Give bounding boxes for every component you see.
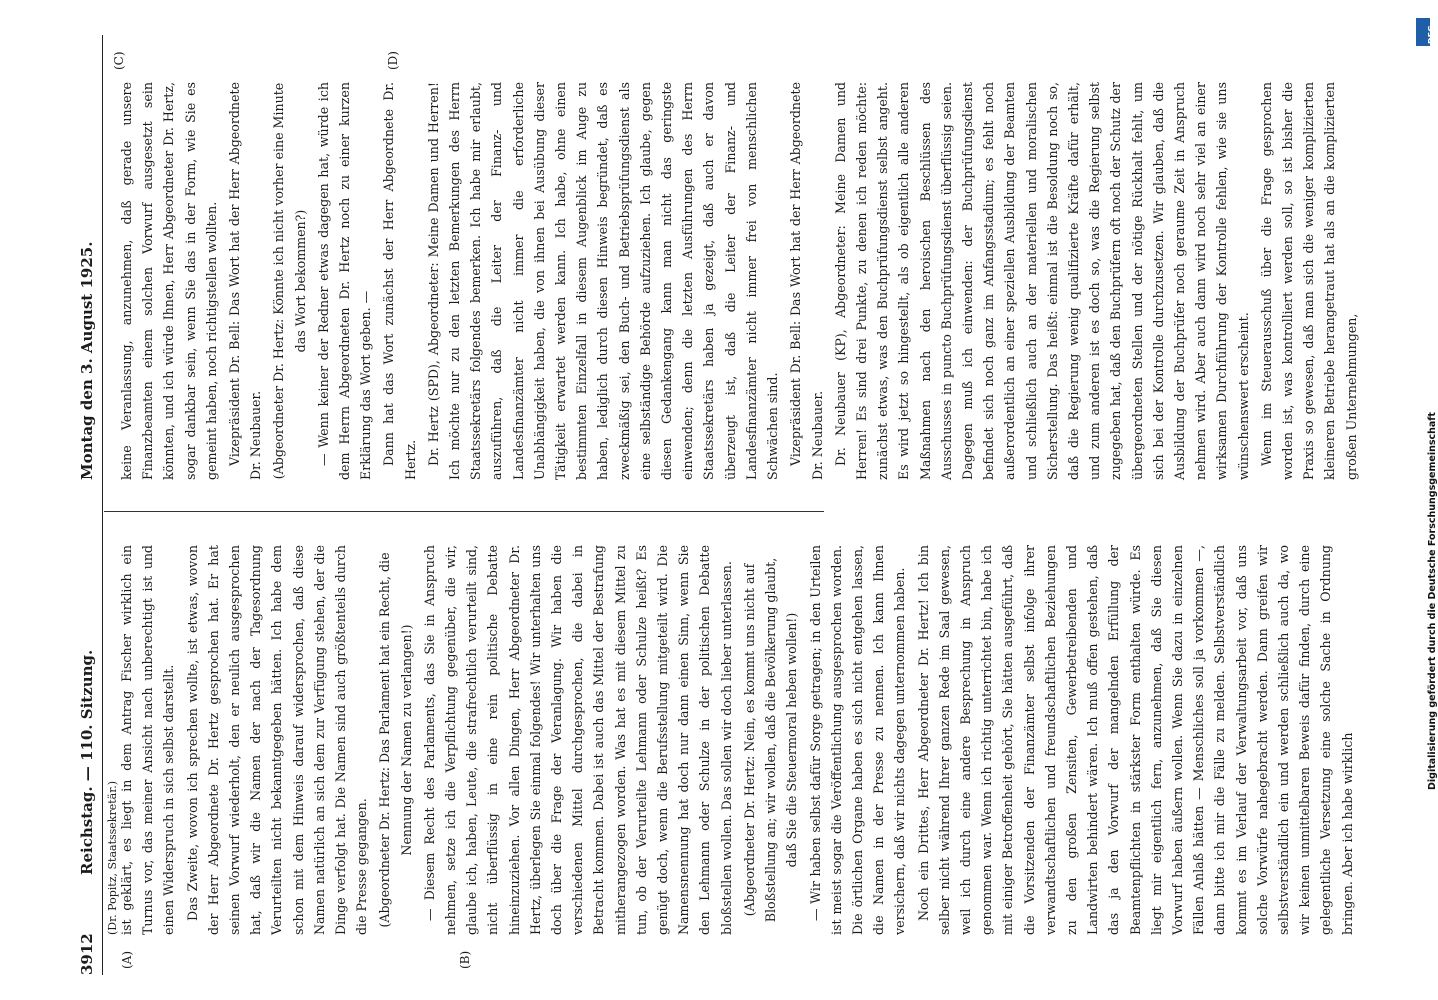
paragraph: Vizepräsident Dr. Bell: Das Wort hat der Herr Abgeordnete Dr. Neubauer. bbox=[227, 82, 264, 480]
interjection: (Abgeordneter Dr. Hertz: Das Parlament hat ein Recht, die Nennung der Namen zu verlangen!) bbox=[377, 552, 414, 928]
margin-mark-a: (A) bbox=[120, 950, 134, 969]
rotated-page bbox=[72, 35, 1359, 975]
paragraph: Dr. Hertz (SPD), Abgeordneter: Meine Damen und Herren! Ich möchte nur zu den letzten Bemerkungen des Herrn Staatssekretärs folgendes bemerken. Ich habe mir erlaubt, auszuführen, daß die Leiter der Finanz- und Landesfinanzämter nicht immer die erforderliche Unabhängigkeit haben, die von ihnen bei Ausübung dieser Tätigkeit erwartet werden kann. Ich habe, ohne einen bestimmten Einzelfall in diesem Augenblick im Auge zu haben, lediglich durch diesen Hinweis begründet, daß es zweckmäßig sei, den Buch- und Betriebsprüfungsdienst als eine selbständige Behörde aufzuziehen. Ich glaube, gegen diesen Gedankengang kann man nicht das geringste einwenden; denn die letzten Ausführungen des Herrn Staatssekretärs haben ja gezeigt, daß auch er davon überzeugt ist, daß die Leiter der Finanz- und Landesfinanzämter nicht immer frei von menschlichen Schwächen sind. bbox=[425, 82, 781, 480]
paragraph: — Diesem Recht des Parlaments, das Sie in Anspruch nehmen, setze ich die Verpflichtung gegenüber, die wir, glaube ich, haben, Leute, die strafrechtlich verurteilt sind, nicht überflüssig in eine rein politische Debatte hineinzuziehen. Vor allen Dingen, Herr Abgeordneter Dr. Hertz, überlegen Sie einmal folgendes! Wir unterhalten uns doch über die Frage der Veranlagung. Wir haben die verschiedenen Mittel durchgesprochen, die dabei in Betracht kommen. Dabei ist auch das Mittel der Bestrafung mitherangezogen worden. Was hat es mit diesem Mittel zu tun, ob der Verurteilte Lehmann oder Schulze heißt? Es genügt doch, wenn die Berufsstellung mitgeteilt wird. Die Namensnennung hat doch nur dann einen Sinn, wenn Sie den Lehmann oder Schulze in der politischen Debatte bloßstellen wollen. Das sollen wir doch lieber unterlassen. bbox=[421, 545, 734, 935]
paragraph: — Wir haben selbst dafür Sorge getragen; in den Urteilen ist meist sogar die Veröffentlichung ausgesprochen worden. Die örtlichen Organe haben es sich nicht entgehen lassen, die Namen in der Presse zu nennen. Ich kann Ihnen versichern, daß wir nichts dagegen unternommen haben. bbox=[807, 545, 908, 935]
dfg-logo-text: DFG bbox=[1427, 25, 1436, 44]
paragraph: Dann hat das Wort zunächst der Herr Abgeordnete Dr. Hertz. bbox=[381, 82, 418, 480]
margin-mark-b: (B) bbox=[458, 950, 472, 969]
paragraph: Vizepräsident Dr. Bell: Das Wort hat der Herr Abgeordnete Dr. Neubauer. bbox=[788, 82, 825, 480]
margin-mark-c: (C) bbox=[112, 51, 126, 70]
paragraph: ist geklärt, es liegt in dem Antrag Fischer wirklich ein Turnus vor, das meiner Ansicht nach unberechtigt ist und einen Widerspruch in sich selbst darstellt. bbox=[119, 545, 177, 935]
paragraph: Das Zweite, wovon ich sprechen wollte, ist etwas, wovon der Herr Abgeordnete Dr. Hertz gesprochen hat. Er hat seinen Vorwurf wiederholt, den er neulich ausgesprochen hat, daß wir die Namen der nach der Tagesordnung Verurteilten nicht bekanntgegeben hätten. Ich habe dem schon mit dem Hinweis darauf widersprochen, daß diese Namen natürlich an sich dem zur Verfügung stehen, der die Dinge verfolgt hat. Die Namen sind auch größtenteils durch die Presse gegangen. bbox=[184, 545, 370, 935]
column-divider bbox=[104, 511, 824, 512]
paragraph: Dr. Neubauer (KP), Abgeordneter: Meine Damen und Herren! Es sind drei Punkte, zu denen ich reden möchte: zunächst etwas, was den Buchprüfungsdienst selbst angeht. Es wird jetzt so hingestellt, als ob eigentlich alle anderen Maßnahmen nach den heroischen Beschlüssen des Ausschusses in puncto Buchprüfungsdienst überflüssig seien. Dagegen muß ich einwenden: der Buchprüfungsdienst befindet sich noch ganz im Anfangsstadium; es fehlt noch außerordentlich an einer speziellen Ausbildung der Beamten und schließlich auch an der materiellen und moralischen Sicherstellung. Das heißt: einmal ist die Besoldung noch so, daß die Regierung wenig qualifizierte Kräfte dafür erhält, und zum anderen ist es doch so, was die Regierung selbst zugegeben hat, daß den Buchprüfern oft noch der Schutz der übergeordneten Stellen und der nötige Rückhalt fehlt, um sich bei der Kontrolle durchzusetzen. Wir glauben, daß die Ausbildung der Buchprüfer noch geraume Zeit in Anspruch nehmen wird. Aber auch dann wird noch sehr viel an einer wirksamen Durchführung der Kontrolle fehlen, wie sie uns wünschenswert erscheint. bbox=[832, 82, 1251, 480]
paragraph: Wenn im Steuerausschuß über die Frage gesprochen worden ist, was kontrolliert werden soll, so ist bisher die Praxis so gewesen, daß man sich die weniger komplizierten kleineren Betriebe herangetraut hat als an die komplizierten großen Unternehmungen, bbox=[1258, 82, 1359, 480]
page-number: 3912 bbox=[78, 933, 96, 975]
right-column bbox=[116, 82, 1364, 480]
side-credit bbox=[1416, 10, 1438, 990]
header-right-title: Montag den 3. August 1925. bbox=[78, 241, 96, 480]
dfg-logo bbox=[1416, 18, 1436, 46]
margin-mark-d: (D) bbox=[386, 51, 400, 70]
interjection: (Abgeordneter Dr. Hertz: Nein, es kommt uns nicht auf Bloßstellung an; wir wollen, daß die Bevölkerung glaubt, daß Sie die Steuermoral heben wollen!) bbox=[741, 557, 800, 923]
paragraph: — Wenn keiner der Redner etwas dagegen hat, würde ich dem Herrn Abgeordneten Dr. Hertz noch zu einer kurzen Erklärung das Wort geben. — bbox=[315, 82, 374, 480]
left-column bbox=[116, 545, 1360, 935]
paragraph: keine Veranlassung, anzunehmen, daß gerade unsere Finanzbeamten einem solchen Vorwurf ausgesetzt sein könnten, und ich würde Ihnen, Herr Abgeordneter Dr. Hertz, sogar dankbar sein, wenn Sie das in der Form, wie Sie es gemeint haben, noch richtigstellen wollten. bbox=[119, 82, 219, 480]
digitization-credit: Digitalisierung gefördert durch die Deutsche Forschungsgemeinschaft bbox=[1427, 412, 1438, 790]
interjection: (Abgeordneter Dr. Hertz: Könnte ich nicht vorher eine Minute das Wort bekommen?) bbox=[271, 82, 308, 480]
page-header bbox=[72, 35, 103, 975]
speaker-note: (Dr. Popitz, Staatssekretär.) bbox=[106, 780, 119, 935]
paragraph: Noch ein Drittes, Herr Abgeordneter Dr. Hertz! Ich bin selber nicht während Ihrer ganzen Rede im Saal gewesen, weil ich durch eine andere Besprechung in Anspruch genommen war. Wenn ich richtig unterrichtet bin, habe ich mit einiger Betroffenheit gehört, Sie hätten ausgeführt, daß die Vorsitzenden der Finanzämter selbst infolge ihrer verwandtschaftlichen und freundschaftlichen Beziehungen zu den großen Zensiten, Gewerbetreibenden und Landwirten behindert wären. Ich muß offen gestehen, daß das ja den Vorwurf der mangelnden Erfüllung der Beamtenpflichten in stärkster Form enthalten würde. Es liegt mir eigentlich fern, anzunehmen, daß Sie diesen Vorwurf haben äußern wollen. Wenn Sie dazu in einzelnen Fällen Anlaß hätten — Menschliches soll ja vorkommen —, dann bitte ich mir die Fälle zu melden. Selbstverständlich kommt es im Verlauf der Verwaltungsarbeit vor, daß uns solche Vorwürfe nahegebracht werden. Dann greifen wir selbstverständlich ein und werden schließlich auch da, wo wir keinen unmittelbaren Beweis dafür finden, durch eine gelegentliche Versetzung eine solche Sache in Ordnung bringen. Aber ich habe wirklich bbox=[915, 545, 1355, 935]
header-left-title: Reichstag. — 110. Sitzung. bbox=[78, 649, 96, 875]
